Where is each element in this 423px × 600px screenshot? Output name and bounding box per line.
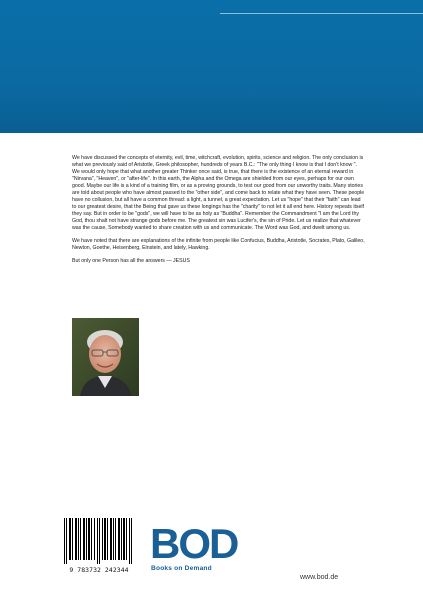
blurb-paragraph-2: We have noted that there are explanations of the infinite from people like Confucius, Buddha, Aristotle, Socrates, Plato, Galileo, Newton, Goethe, Heisenberg, Einstein, and lately, Hawking. [72,238,365,251]
header-rule [220,13,423,14]
isbn-barcode [60,518,138,574]
back-cover-text [72,155,366,271]
header-band [0,0,423,133]
bod-logo-text: BOD [150,520,238,567]
isbn-digits: 9 783732 242344 [69,566,129,574]
author-photo [72,318,139,396]
bod-logo [150,520,238,567]
barcode-bars [60,518,138,564]
blurb-paragraph-1: We have discussed the concepts of eternity, evil, time, witchcraft, evolution, spirits, science and religion. The only conclusion is what we previously said of Aristotle, Greek philosopher, hundreds of years B.C.: "The only thing I know is that I don't know ". We would only hope that what another greater Thinker once said, is true, that there is the existence of an eternal reward in "Nirvana", "Heaven", or "after-life". In this earth, the Alpha and the Omega are shielded from our eyes, perhaps for our own good. Maybe our life is a kind of a training film, or as a proving grounds, to test our good from our unworthy traits. Many stories are told about people who have almost passed to the "other side", and come back to relate what they have seen. These people have no collusion, but all have a common thread: a light, a tunnel, a great expectation. Let us "hope" that their "faith" can lead to our greatest desire, that the Being that gave us these longings has the "charity" to not let it all end here. History repeats itself they say. But in order to be "gods", we will have to be as holy as "Buddha". Remember the Commandment "I am the Lord thy God, thou shalt not have strange gods before me. The greatest sin was Lucifer's, the sin of Pride. Let us realize that whatever was the cause, Somebody wanted to share creation with us and communicate. The Word was God, and dwelt among us. [72,155,365,231]
blurb-paragraph-3: But only one Person has all the answers — JESUS [72,258,190,264]
publisher-url: www.bod.de [300,574,339,581]
bod-tagline: Books on Demand [151,565,212,572]
author-photo-image [72,318,139,396]
